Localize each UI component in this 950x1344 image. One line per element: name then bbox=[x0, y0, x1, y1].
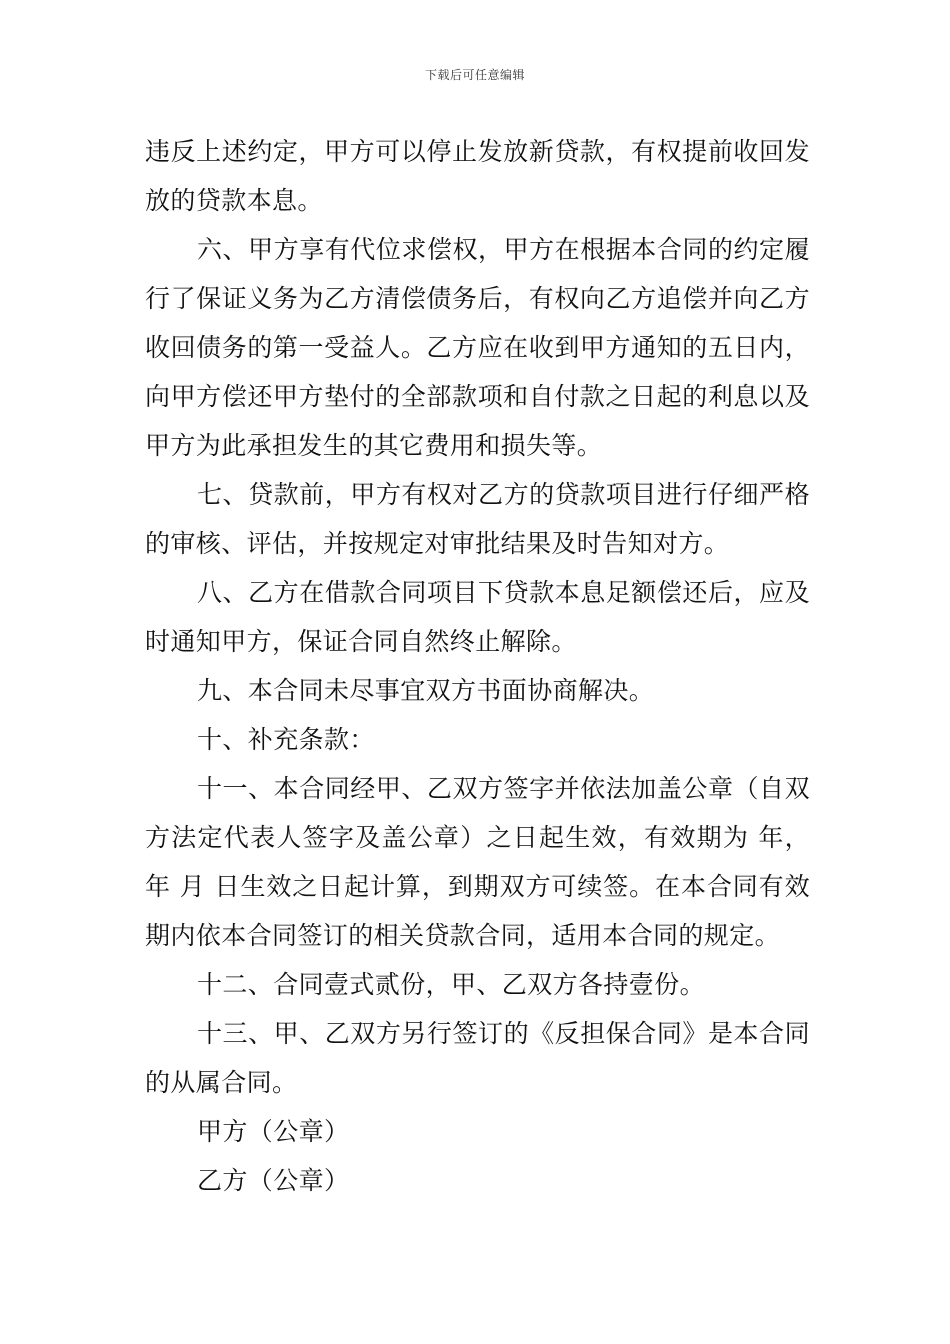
paragraph-continuation: 违反上述约定，甲方可以停止发放新贷款，有权提前收回发放的贷款本息。 bbox=[145, 137, 810, 215]
clause-9: 九、本合同未尽事宜双方书面协商解决。 bbox=[197, 676, 655, 705]
signature-party-b: 乙方（公章） bbox=[197, 1166, 350, 1195]
clause-11: 十一、本合同经甲、乙双方签字并依法加盖公章（自双方法定代表人签字及盖公章）之日起生效，有效期为 年， 年 月 日生效之日起计算，到期双方可续签。在本合同有效期内依本合同签订的相关贷款合同，适用本合同的规定。 bbox=[145, 774, 810, 950]
clause-12: 十二、合同壹式贰份，甲、乙双方各持壹份。 bbox=[197, 970, 706, 999]
clause-8: 八、乙方在借款合同项目下贷款本息足额偿还后，应及时通知甲方，保证合同自然终止解除。 bbox=[145, 578, 810, 656]
clause-7: 七、贷款前，甲方有权对乙方的贷款项目进行仔细严格的审核、评估，并按规定对审批结果及时告知对方。 bbox=[145, 480, 810, 558]
clause-10: 十、补充条款： bbox=[197, 725, 375, 754]
page-header-note: 下载后可任意编辑 bbox=[424, 68, 525, 82]
clause-13: 十三、甲、乙双方另行签订的《反担保合同》是本合同的从属合同。 bbox=[145, 1019, 810, 1097]
document-body bbox=[145, 127, 810, 1205]
signature-party-a: 甲方（公章） bbox=[197, 1117, 350, 1146]
clause-6: 六、甲方享有代位求偿权，甲方在根据本合同的约定履行了保证义务为乙方清偿债务后，有权向乙方追偿并向乙方收回债务的第一受益人。乙方应在收到甲方通知的五日内，向甲方偿还甲方垫付的全部款项和自付款之日起的利息以及甲方为此承担发生的其它费用和损失等。 bbox=[145, 235, 810, 460]
